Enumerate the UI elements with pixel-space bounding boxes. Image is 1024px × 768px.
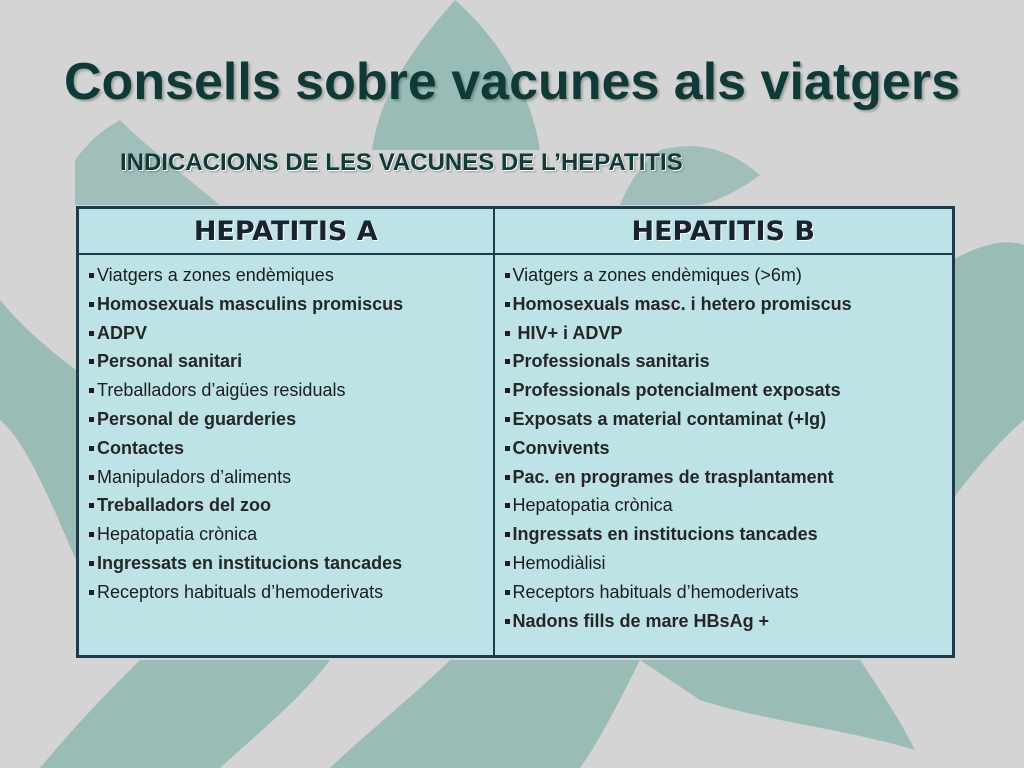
square-bullet-icon xyxy=(505,331,510,336)
list-item xyxy=(89,347,485,376)
list-item-label: Ingressats en institucions tancades xyxy=(512,524,818,545)
list-item xyxy=(89,261,485,290)
square-bullet-icon xyxy=(505,359,510,364)
list-item-label: HIV+ i ADVP xyxy=(512,322,623,343)
list-item-label: Convivents xyxy=(512,437,610,458)
square-bullet-icon xyxy=(505,302,510,307)
list-item xyxy=(505,463,945,492)
list-item xyxy=(505,434,945,463)
square-bullet-icon xyxy=(89,417,94,422)
square-bullet-icon xyxy=(505,590,510,595)
list-item-label: Treballadors del zoo xyxy=(97,495,272,516)
square-bullet-icon xyxy=(505,561,510,566)
list-item xyxy=(505,261,945,290)
hepatitis-b-list xyxy=(505,261,945,635)
list-item-label: Pac. en programes de trasplantament xyxy=(512,466,834,487)
list-item-label: Professionals potencialment exposats xyxy=(512,380,841,401)
slide-subtitle: INDICACIONS DE LES VACUNES DE L’HEPATITIS xyxy=(120,149,683,176)
square-bullet-icon xyxy=(89,446,94,451)
square-bullet-icon xyxy=(89,475,94,480)
square-bullet-icon xyxy=(89,302,94,307)
list-item xyxy=(505,491,945,520)
list-item xyxy=(89,434,485,463)
square-bullet-icon xyxy=(505,503,510,508)
list-item-label: Ingressats en institucions tancades xyxy=(97,552,403,573)
list-item-label: Contactes xyxy=(97,437,185,458)
list-item xyxy=(89,578,485,607)
list-item-label: ADPV xyxy=(97,322,148,343)
square-bullet-icon xyxy=(505,532,510,537)
list-item-label: Homosexuals masc. i hetero promiscus xyxy=(512,293,852,314)
hepatitis-a-list xyxy=(89,261,485,607)
list-item-label: Personal de guarderies xyxy=(97,408,297,429)
list-item xyxy=(505,290,945,319)
header-hepatitis-a: HEPATITIS A xyxy=(78,208,494,255)
list-item-label: Viatgers a zones endèmiques (>6m) xyxy=(512,265,802,285)
square-bullet-icon xyxy=(89,388,94,393)
list-item-label: Professionals sanitaris xyxy=(512,351,710,372)
vaccine-indications-table xyxy=(76,206,955,658)
list-item xyxy=(505,405,945,434)
square-bullet-icon xyxy=(505,446,510,451)
list-item-label: Manipuladors d’aliments xyxy=(97,466,292,487)
list-item xyxy=(89,376,485,405)
list-item-label: Exposats a material contaminat (+Ig) xyxy=(512,408,827,429)
list-item-label: Receptors habituals d’hemoderivats xyxy=(512,581,799,602)
list-item xyxy=(89,463,485,492)
list-item-label: Personal sanitari xyxy=(97,351,243,372)
square-bullet-icon xyxy=(505,388,510,393)
square-bullet-icon xyxy=(89,561,94,566)
square-bullet-icon xyxy=(505,475,510,480)
list-item xyxy=(89,290,485,319)
list-item-label: Hepatopatia crònica xyxy=(97,524,258,545)
list-item-label: Treballadors d’aigües residuals xyxy=(97,380,346,401)
list-item xyxy=(505,319,945,348)
list-item xyxy=(89,405,485,434)
square-bullet-icon xyxy=(89,331,94,336)
list-item xyxy=(505,520,945,549)
list-item xyxy=(89,520,485,549)
list-item xyxy=(505,376,945,405)
list-item-label: Homosexuals masculins promiscus xyxy=(97,293,404,314)
list-item-label: Nadons fills de mare HBsAg + xyxy=(512,610,770,631)
square-bullet-icon xyxy=(505,273,510,278)
square-bullet-icon xyxy=(505,619,510,624)
list-item-label: Hepatopatia crònica xyxy=(512,495,673,516)
square-bullet-icon xyxy=(505,417,510,422)
square-bullet-icon xyxy=(89,273,94,278)
list-item-label: Viatgers a zones endèmiques xyxy=(97,265,334,285)
list-item xyxy=(505,549,945,578)
list-item xyxy=(89,491,485,520)
hepatitis-a-cell xyxy=(78,254,494,657)
list-item xyxy=(505,347,945,376)
list-item xyxy=(505,607,945,636)
square-bullet-icon xyxy=(89,532,94,537)
list-item-label: Hemodiàlisi xyxy=(512,552,606,573)
hepatitis-b-cell xyxy=(494,254,954,657)
list-item xyxy=(89,549,485,578)
square-bullet-icon xyxy=(89,359,94,364)
square-bullet-icon xyxy=(89,503,94,508)
list-item xyxy=(505,578,945,607)
header-hepatitis-b: HEPATITIS B xyxy=(494,208,954,255)
list-item xyxy=(89,319,485,348)
square-bullet-icon xyxy=(89,590,94,595)
list-item-label: Receptors habituals d’hemoderivats xyxy=(97,581,384,602)
table-body-row xyxy=(78,254,954,657)
slide-title: Consells sobre vacunes als viatgers xyxy=(64,53,960,111)
table-header-row xyxy=(78,208,954,255)
